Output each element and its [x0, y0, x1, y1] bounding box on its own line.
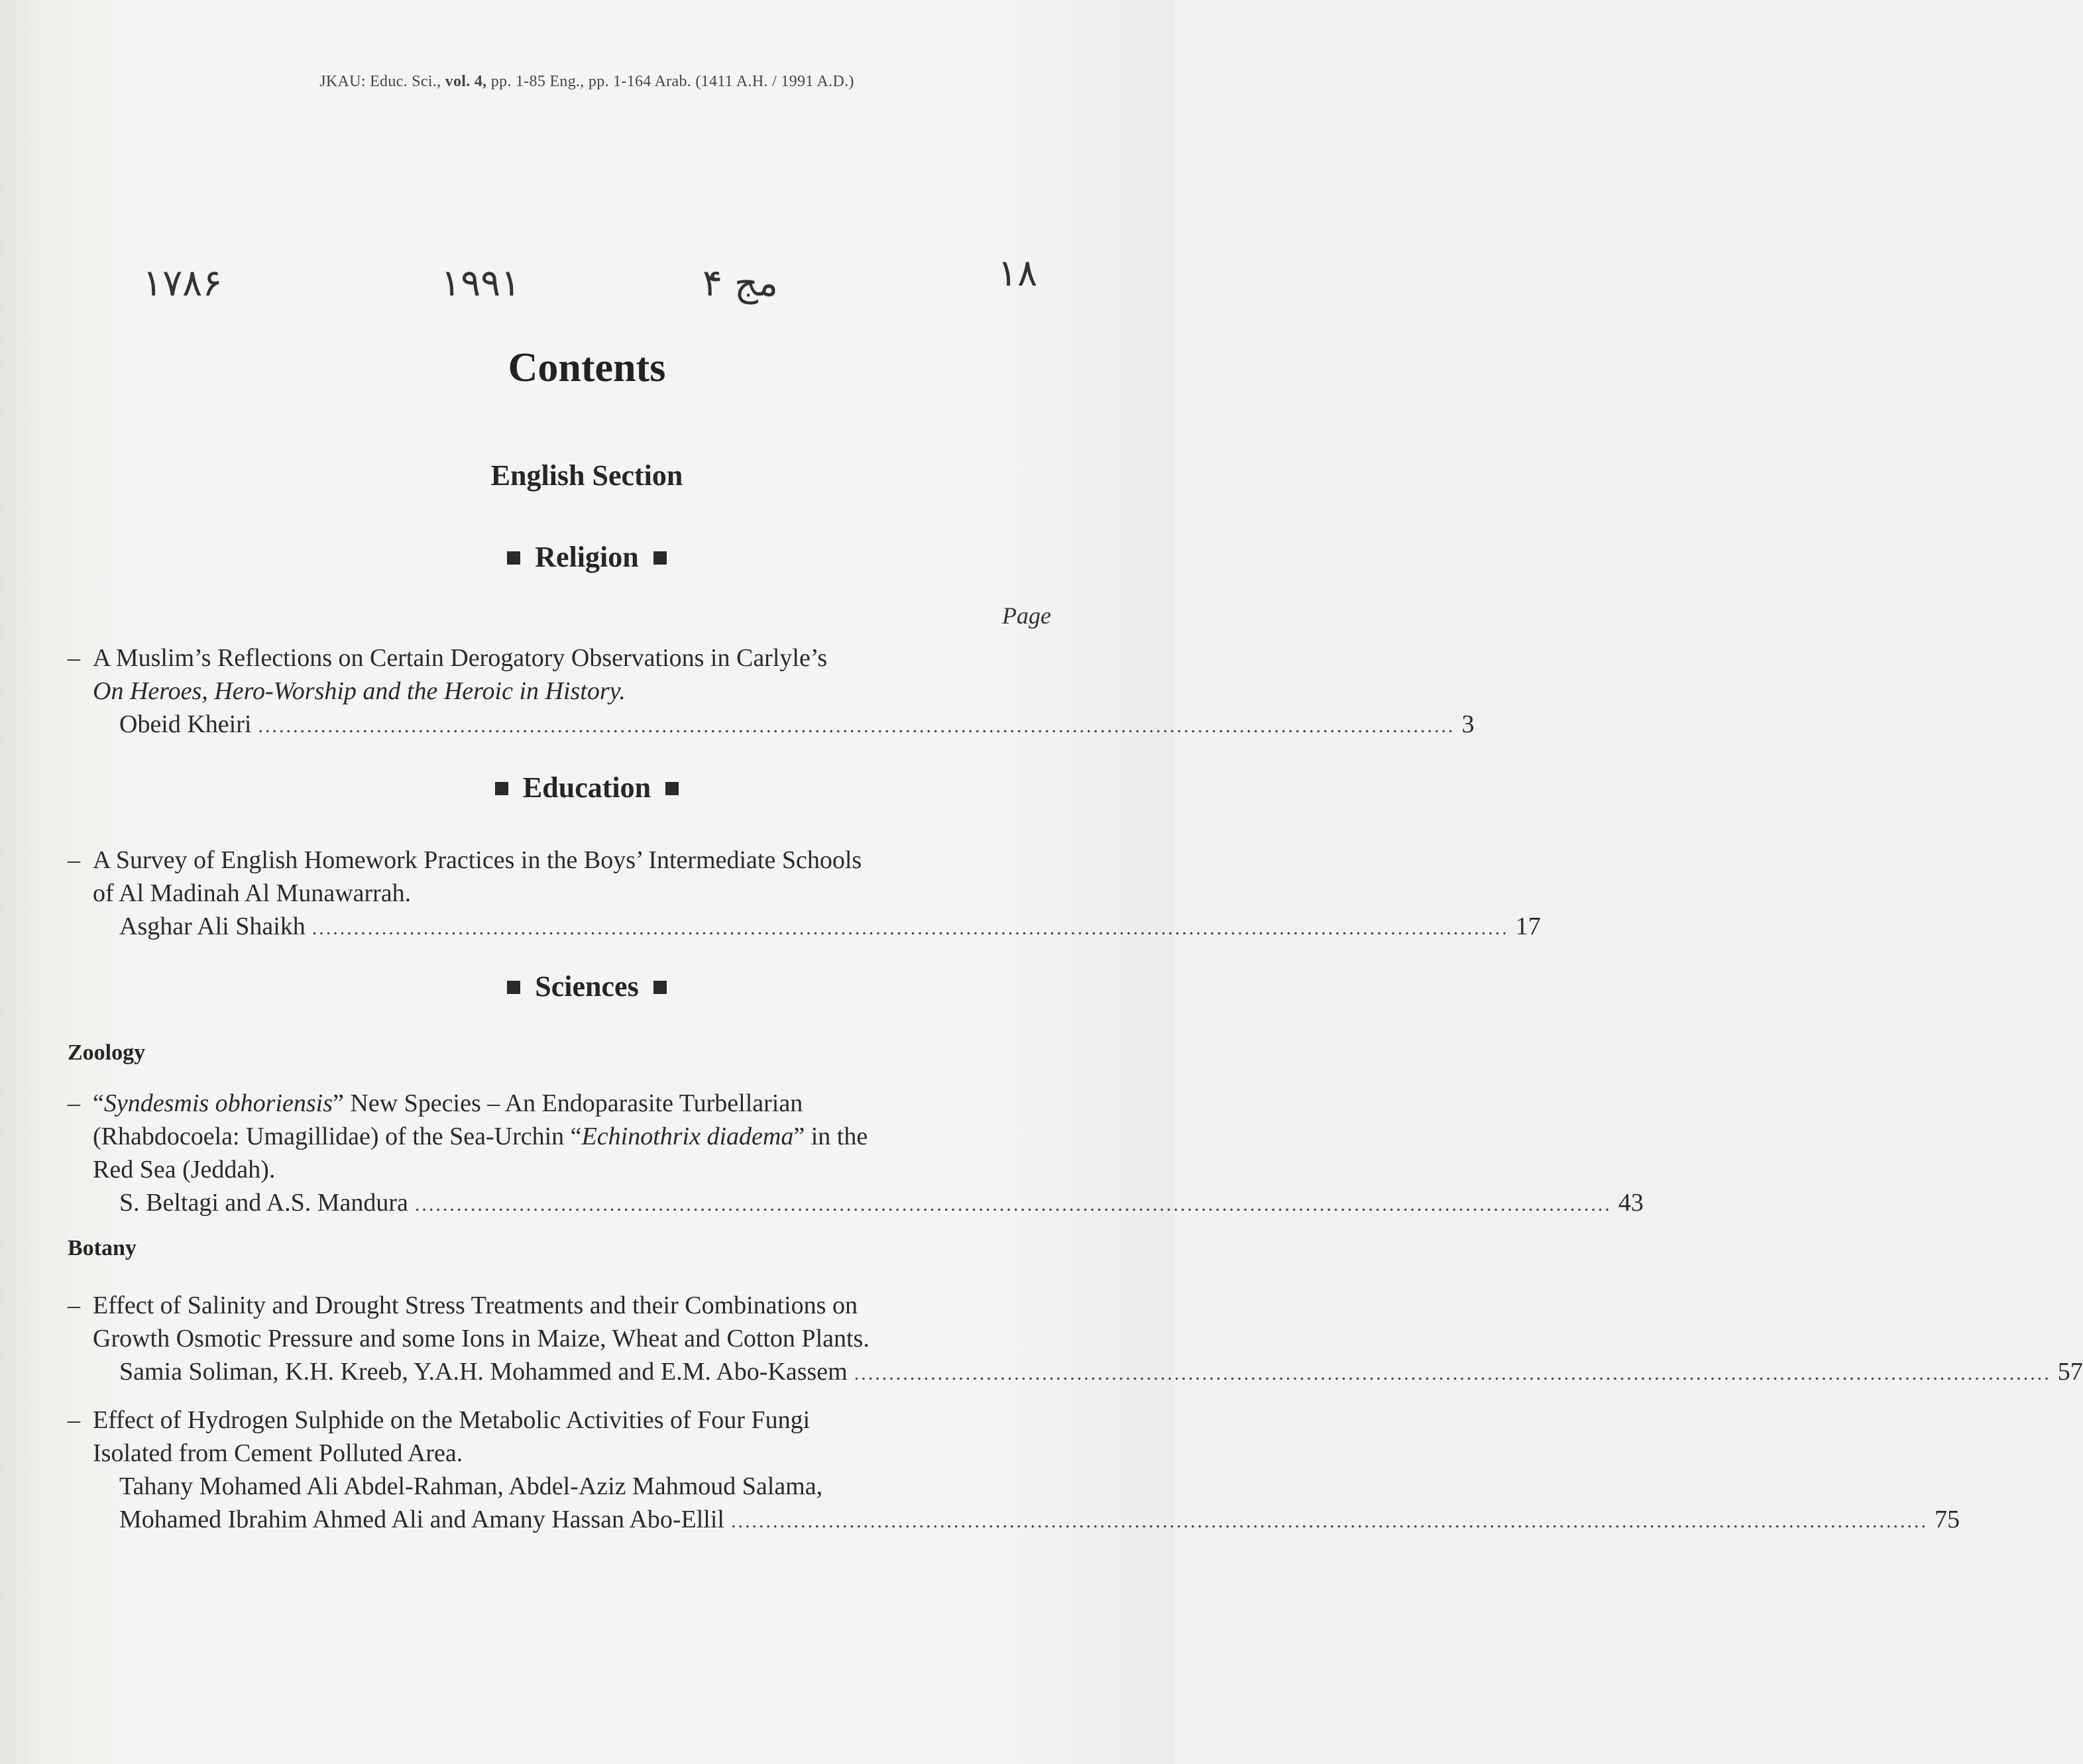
handwritten-number-right: ۱۸: [997, 252, 1038, 295]
square-bullet-icon: [653, 551, 667, 565]
entry-title-line: Isolated from Cement Polluted Area.: [93, 1439, 463, 1467]
running-head-volume: vol. 4,: [445, 73, 487, 90]
entry-title-line: Effect of Salinity and Drought Stress Treatments and their Combinations on: [93, 1292, 858, 1319]
entry-dash: –: [68, 846, 80, 874]
running-head: [0, 73, 1174, 91]
entry-dash: –: [68, 1089, 80, 1117]
entry-title-line: (Rhabdocoela: Umagillidae) of the Sea-Urchin “Echinothrix diadema” in the: [93, 1123, 868, 1150]
entry-title-line: of Al Madinah Al Munawarrah.: [93, 879, 412, 907]
entry-dash: –: [68, 644, 80, 672]
entry-author: Asghar Ali Shaikh: [119, 912, 306, 940]
species-name-italic: Syndesmis obhoriensis: [103, 1089, 333, 1117]
entry-title-line: “Syndesmis obhoriensis” New Species – An Endoparasite Turbellarian: [93, 1089, 803, 1117]
entry-page-number: 3: [1461, 710, 1475, 738]
handwritten-number-left: ۱۷۸۶: [142, 262, 223, 305]
page-title: Contents: [508, 345, 666, 390]
toc-entry[interactable]: [68, 641, 1475, 741]
toc-entry[interactable]: [68, 1087, 1644, 1219]
running-head-suffix: pp. 1-85 Eng., pp. 1-164 Arab. (1411 A.H. / 1991 A.D.): [486, 73, 854, 90]
entry-title-line: [93, 675, 626, 708]
entry-author: Obeid Kheiri: [119, 710, 252, 738]
toc-entry[interactable]: [68, 1404, 1960, 1536]
square-bullet-icon: [507, 551, 520, 565]
dot-leader: ............................................................................................................................................................................: [258, 715, 1455, 737]
dot-leader: ............................................................................................................................................................................: [854, 1362, 2051, 1384]
dot-leader: ............................................................................................................................................................................: [730, 1510, 1928, 1532]
entry-title-line: A Muslim’s Reflections on Certain Derogatory Observations in Carlyle’s: [93, 644, 828, 672]
handwritten-volume: مج ۴: [703, 262, 779, 305]
entry-page-number: 17: [1515, 912, 1541, 940]
category-heading-zoology: Zoology: [68, 1040, 146, 1065]
entry-title-line: Growth Osmotic Pressure and some Ions in Maize, Wheat and Cotton Plants.: [93, 1325, 870, 1352]
dot-leader: ............................................................................................................................................................................: [311, 917, 1509, 939]
square-bullet-icon: [495, 782, 508, 795]
dot-leader: ............................................................................................................................................................................: [414, 1193, 1612, 1215]
square-bullet-icon: [665, 782, 679, 795]
group-heading-label: Religion: [535, 541, 639, 573]
toc-entry[interactable]: [68, 1289, 2083, 1388]
running-head-prefix: JKAU: Educ. Sci.,: [319, 73, 445, 90]
entry-author: Samia Soliman, K.H. Kreeb, Y.A.H. Mohammed and E.M. Abo-Kassem: [119, 1358, 848, 1386]
entry-author: Tahany Mohamed Ali Abdel-Rahman, Abdel-Aziz Mahmoud Salama,: [119, 1472, 823, 1500]
entry-title-line: A Survey of English Homework Practices in the Boys’ Intermediate Schools: [93, 846, 862, 874]
entry-dash: –: [68, 1406, 80, 1434]
entry-title-line: Red Sea (Jeddah).: [93, 1156, 276, 1184]
square-bullet-icon: [653, 981, 667, 994]
group-heading-education: [0, 771, 1174, 804]
group-heading-label: Sciences: [535, 970, 639, 1003]
entry-title-line: Effect of Hydrogen Sulphide on the Metabolic Activities of Four Fungi: [93, 1406, 811, 1434]
entry-dash: –: [68, 1292, 80, 1319]
entry-title-italic: On Heroes, Hero-Worship and the Heroic in History.: [93, 677, 626, 705]
species-name-italic: Echinothrix diadema: [581, 1123, 794, 1150]
group-heading-religion: [0, 540, 1174, 574]
group-heading-sciences: [0, 969, 1174, 1003]
entry-page-number: 57: [2057, 1358, 2083, 1386]
handwritten-year: ۱۹۹۱: [441, 262, 521, 305]
entry-page-number: 75: [1934, 1506, 1960, 1533]
entry-page-number: 43: [1618, 1189, 1644, 1217]
category-heading-botany: Botany: [68, 1236, 137, 1260]
section-heading: English Section: [490, 459, 683, 492]
entry-author: S. Beltagi and A.S. Mandura: [119, 1189, 408, 1217]
toc-entry[interactable]: [68, 844, 1541, 943]
group-heading-label: Education: [522, 771, 651, 804]
entry-author: Mohamed Ibrahim Ahmed Ali and Amany Hassan Abo-Ellil: [119, 1506, 724, 1533]
page-column-label: Page: [1002, 602, 1051, 629]
square-bullet-icon: [507, 981, 520, 994]
